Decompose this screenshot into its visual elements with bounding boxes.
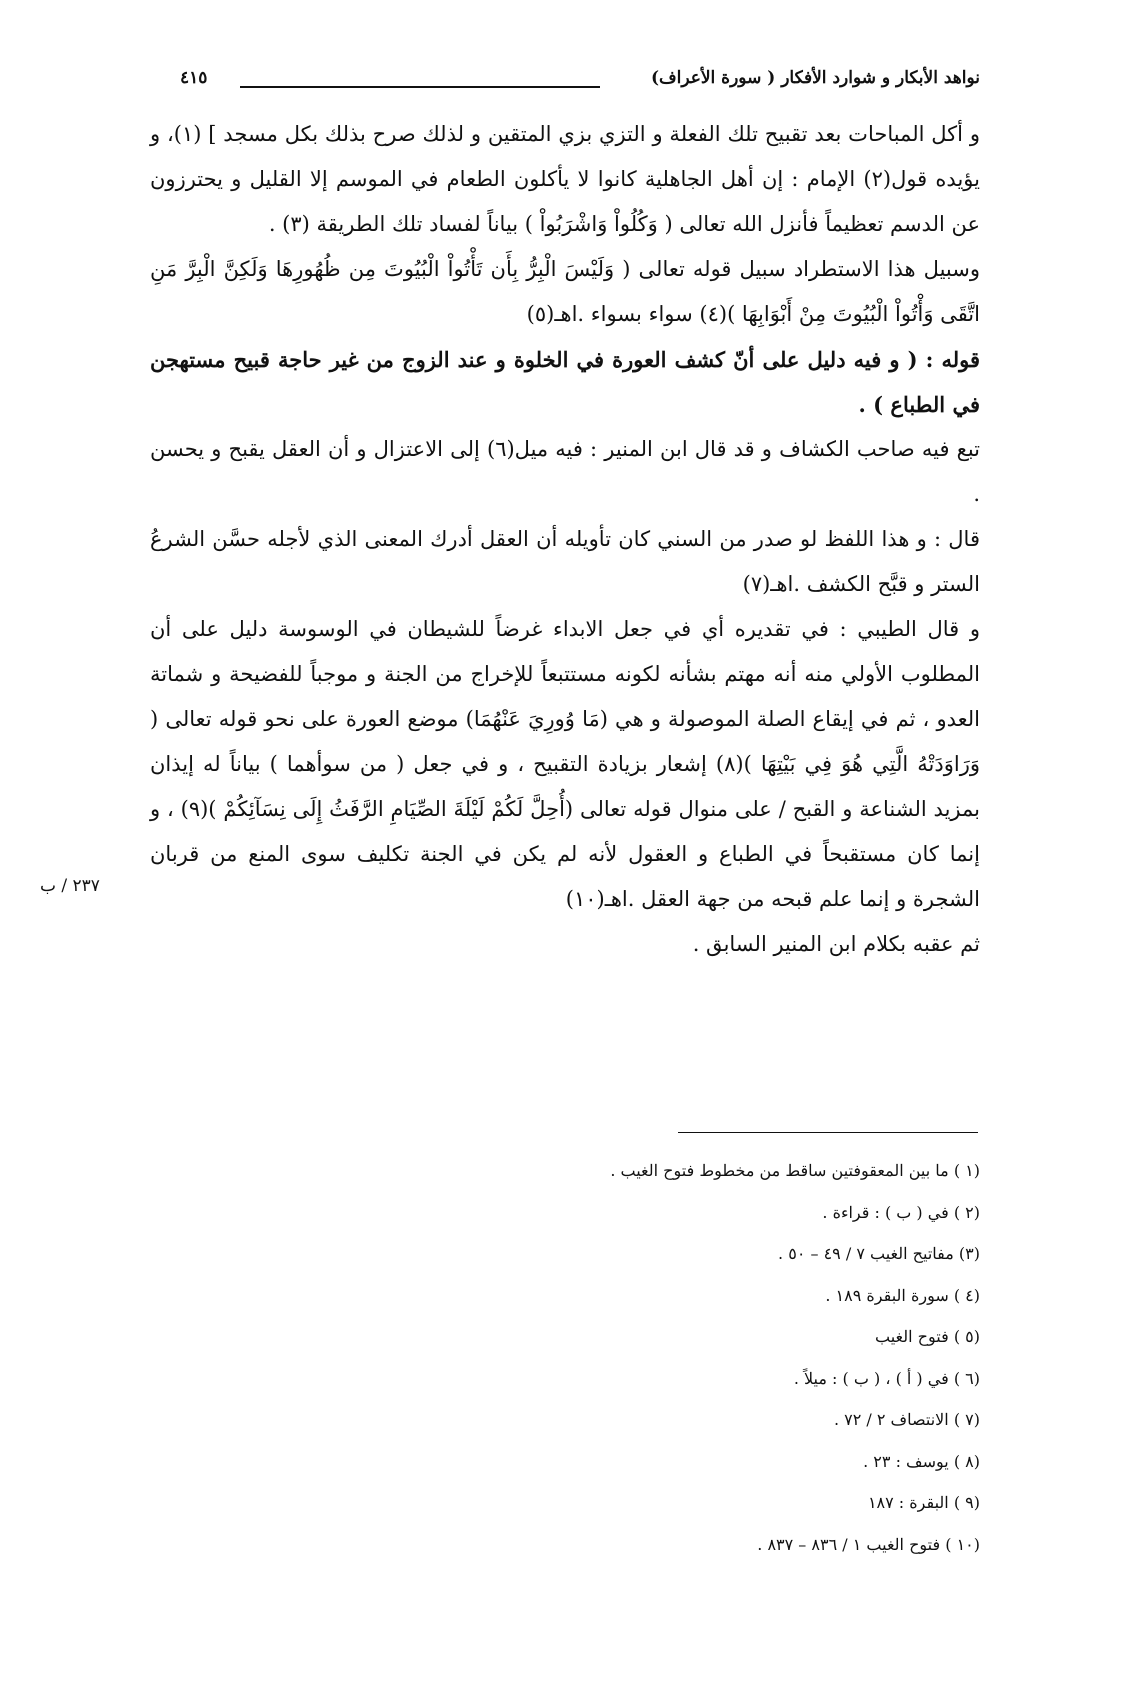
main-text xyxy=(150,112,980,967)
footnote: (٢ ) في ( ب ) : قراءة . xyxy=(822,1202,980,1222)
running-title: نواهد الأبكار و شوارد الأفكار ( سورة الأعراف) xyxy=(650,68,980,88)
paragraph-7: ثم عقبه بكلام ابن المنير السابق . xyxy=(692,932,980,956)
footnote: (٣) مفاتيح الغيب ٧ / ٤٩ – ٥٠ . xyxy=(778,1244,980,1263)
footnote: (٨ ) يوسف : ٢٣ . xyxy=(863,1451,980,1471)
footnote: (٧ ) الانتصاف ٢ / ٧٢ . xyxy=(833,1410,980,1429)
paragraph-1: و أكل المباحات بعد تقبيح تلك الفعلة و التزي بزي المتقين و لذلك صرح بذلك بكل مسجد ] (١)، و يؤيده قول(٢) الإمام : إن أهل الجاهلية كانوا لا يأكلون الطعام في الموسم إلا القليل و يحترزون عن الدسم تعظيماً فأنزل الله تعالى ( وَكُلُواْ وَاشْرَبُواْ ) بياناً لفساد تلك الطريقة (٣) . xyxy=(150,122,980,236)
footnote: (٦ ) في ( أ ) ، ( ب ) : ميلاً . xyxy=(793,1368,980,1388)
footnote: (١٠ ) فتوح الغيب ١ / ٨٣٦ – ٨٣٧ . xyxy=(757,1534,980,1554)
header-rule xyxy=(240,86,600,88)
footnote: (١ ) ما بين المعقوفتين ساقط من مخطوط فتوح الغيب . xyxy=(610,1161,980,1180)
footnotes xyxy=(150,1150,980,1565)
paragraph-6: و قال الطيبي : في تقديره أي في جعل الابداء غرضاً للشيطان في الوسوسة دليل على أن المطلوب الأولي منه أنه مهتم بشأنه لكونه مستتبعاً للإخراج من الجنة و موجباً للفضيحة و شماتة العدو ، ثم في إيقاع الصلة الموصولة و هي (مَا وُورِيَ عَنْهُمَا) موضع العورة على نحو قوله تعالى ( وَرَاوَدَتْهُ الَّتِي هُوَ فِي بَيْتِهَا )(٨) إشعار بزيادة التقبيح ، و في جعل ( من سوأهما ) بياناً له إيذان بمزيد الشناعة و القبح / على منوال قوله تعالى (أُحِلَّ لَكُمْ لَيْلَةَ الصِّيَامِ الرَّفَثُ إِلَى نِسَآئِكُمْ )(٩) ، و إنما كان مستقبحاً في الطباع و العقول لأنه لم يكن في الجنة تكليف سوى المنع من قربان الشجرة و إنما علم قبحه من جهة العقل .اهـ(١٠) xyxy=(150,617,980,911)
footnote: (٥ ) فتوح الغيب xyxy=(875,1327,980,1346)
page-number: ٤١٥ xyxy=(180,68,208,88)
footnote-separator xyxy=(678,1132,978,1133)
paragraph-2: وسبيل هذا الاستطراد سبيل قوله تعالى ( وَلَيْسَ الْبِرُّ بِأَن تَأْتُواْ الْبُيُوتَ مِن ظُهُورِهَا وَلَكِنَّ الْبِرَّ مَنِ اتَّقَى وَأْتُواْ الْبُيُوتَ مِنْ أَبْوَابِهَا )(٤) سواء بسواء .اهـ(٥) xyxy=(150,257,980,326)
footnote: (٤ ) سورة البقرة ١٨٩ . xyxy=(825,1285,980,1305)
paragraph-4: تبع فيه صاحب الكشاف و قد قال ابن المنير : فيه ميل(٦) إلى الاعتزال و أن العقل يقبح و يحسن . xyxy=(150,437,980,506)
paragraph-5: قال : و هذا اللفظ لو صدر من السني كان تأويله أن العقل أدرك المعنى الذي لأجله حسَّن الشرعُ الستر و قبَّح الكشف .اهـ(٧) xyxy=(150,527,980,596)
page-header xyxy=(180,68,980,98)
footnote: (٩ ) البقرة : ١٨٧ xyxy=(867,1493,980,1512)
paragraph-3-quote: قوله : ( و فيه دليل على أنّ كشف العورة في الخلوة و عند الزوج من غير حاجة قبيح مستهجن في الطباع ) . xyxy=(150,347,980,417)
manuscript-folio-note: ٢٣٧ / ب xyxy=(40,876,100,896)
